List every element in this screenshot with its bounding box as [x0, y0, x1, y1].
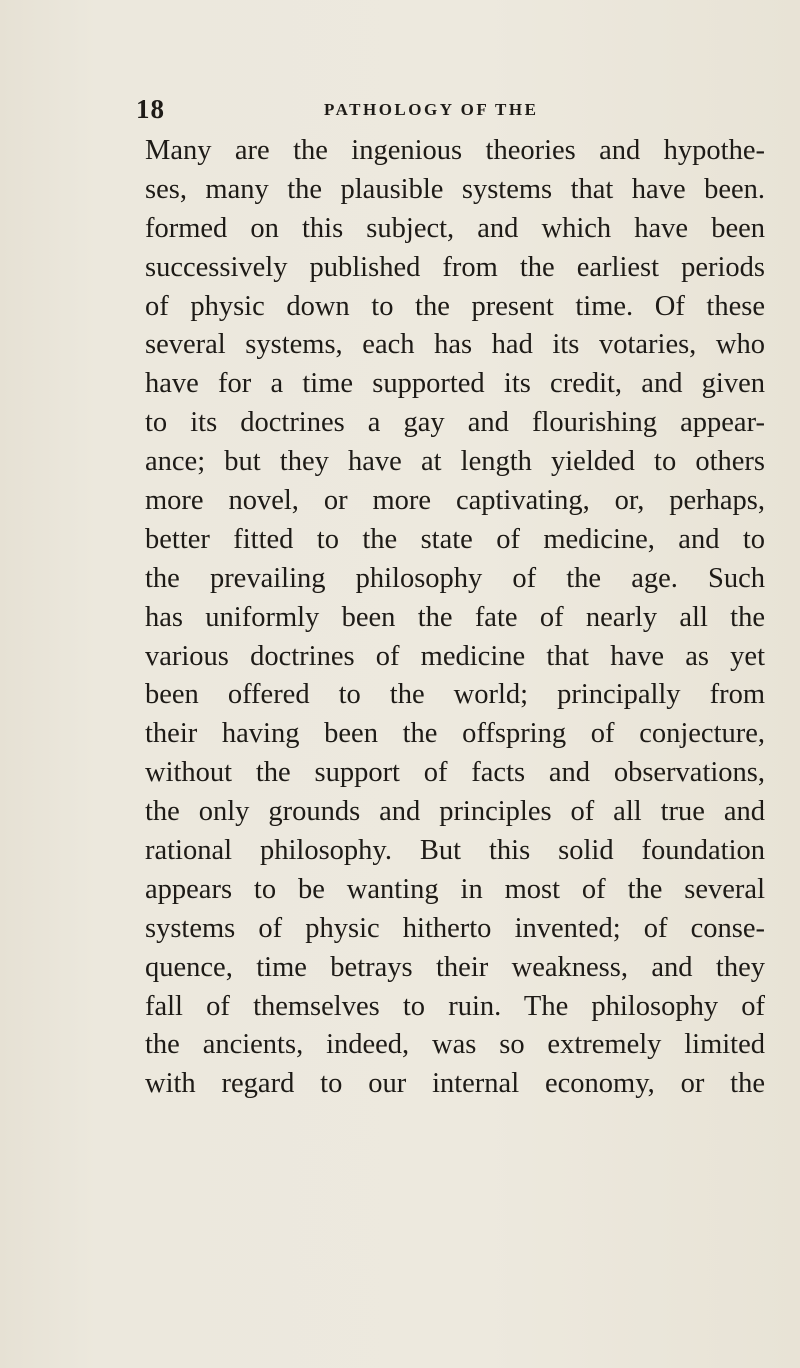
text-line-20: appears to be wanting in most of the several — [145, 873, 765, 905]
text-line-17: without the support of facts and observations, — [145, 757, 765, 789]
text-line-24: the ancients, indeed, was so extremely limited — [145, 1029, 765, 1061]
text-line-16: their having been the offspring of conjecture, — [145, 718, 765, 750]
text-line-15: been offered to the world; principally from — [145, 679, 765, 711]
text-line-25: with regard to our internal economy, or the — [145, 1068, 765, 1100]
running-title: PATHOLOGY OF THE — [324, 100, 539, 119]
text-line-6: several systems, each has had its votaries, who — [145, 329, 765, 361]
text-line-21: systems of physic hitherto invented; of conse- — [145, 912, 765, 944]
text-line-11: better fitted to the state of medicine, and to — [145, 523, 765, 555]
text-line-18: the only grounds and principles of all true and — [145, 796, 765, 828]
text-line-1: Many are the ingenious theories and hypothe- — [145, 135, 765, 166]
page-number: 18 — [136, 94, 165, 124]
text-line-2: ses, many the plausible systems that have been. — [145, 173, 765, 205]
text-line-10: more novel, or more captivating, or, perhaps, — [145, 485, 765, 517]
body-text — [145, 132, 765, 1104]
text-line-22: quence, time betrays their weakness, and they — [145, 951, 765, 983]
text-line-13: has uniformly been the fate of nearly all the — [145, 601, 765, 633]
text-line-9: ance; but they have at length yielded to others — [145, 446, 765, 478]
text-line-8: to its doctrines a gay and flourishing appear- — [145, 407, 765, 439]
text-line-3: formed on this subject, and which have been — [145, 212, 765, 244]
page-header — [136, 94, 736, 124]
text-line-14: various doctrines of medicine that have as yet — [145, 640, 765, 672]
text-line-7: have for a time supported its credit, and given — [145, 368, 765, 400]
text-line-23: fall of themselves to ruin. The philosophy of — [145, 990, 765, 1022]
text-line-5: of physic down to the present time. Of these — [145, 290, 765, 322]
text-line-4: successively published from the earliest periods — [145, 251, 765, 283]
text-line-12: the prevailing philosophy of the age. Such — [145, 562, 765, 594]
text-line-19: rational philosophy. But this solid foundation — [145, 835, 765, 867]
